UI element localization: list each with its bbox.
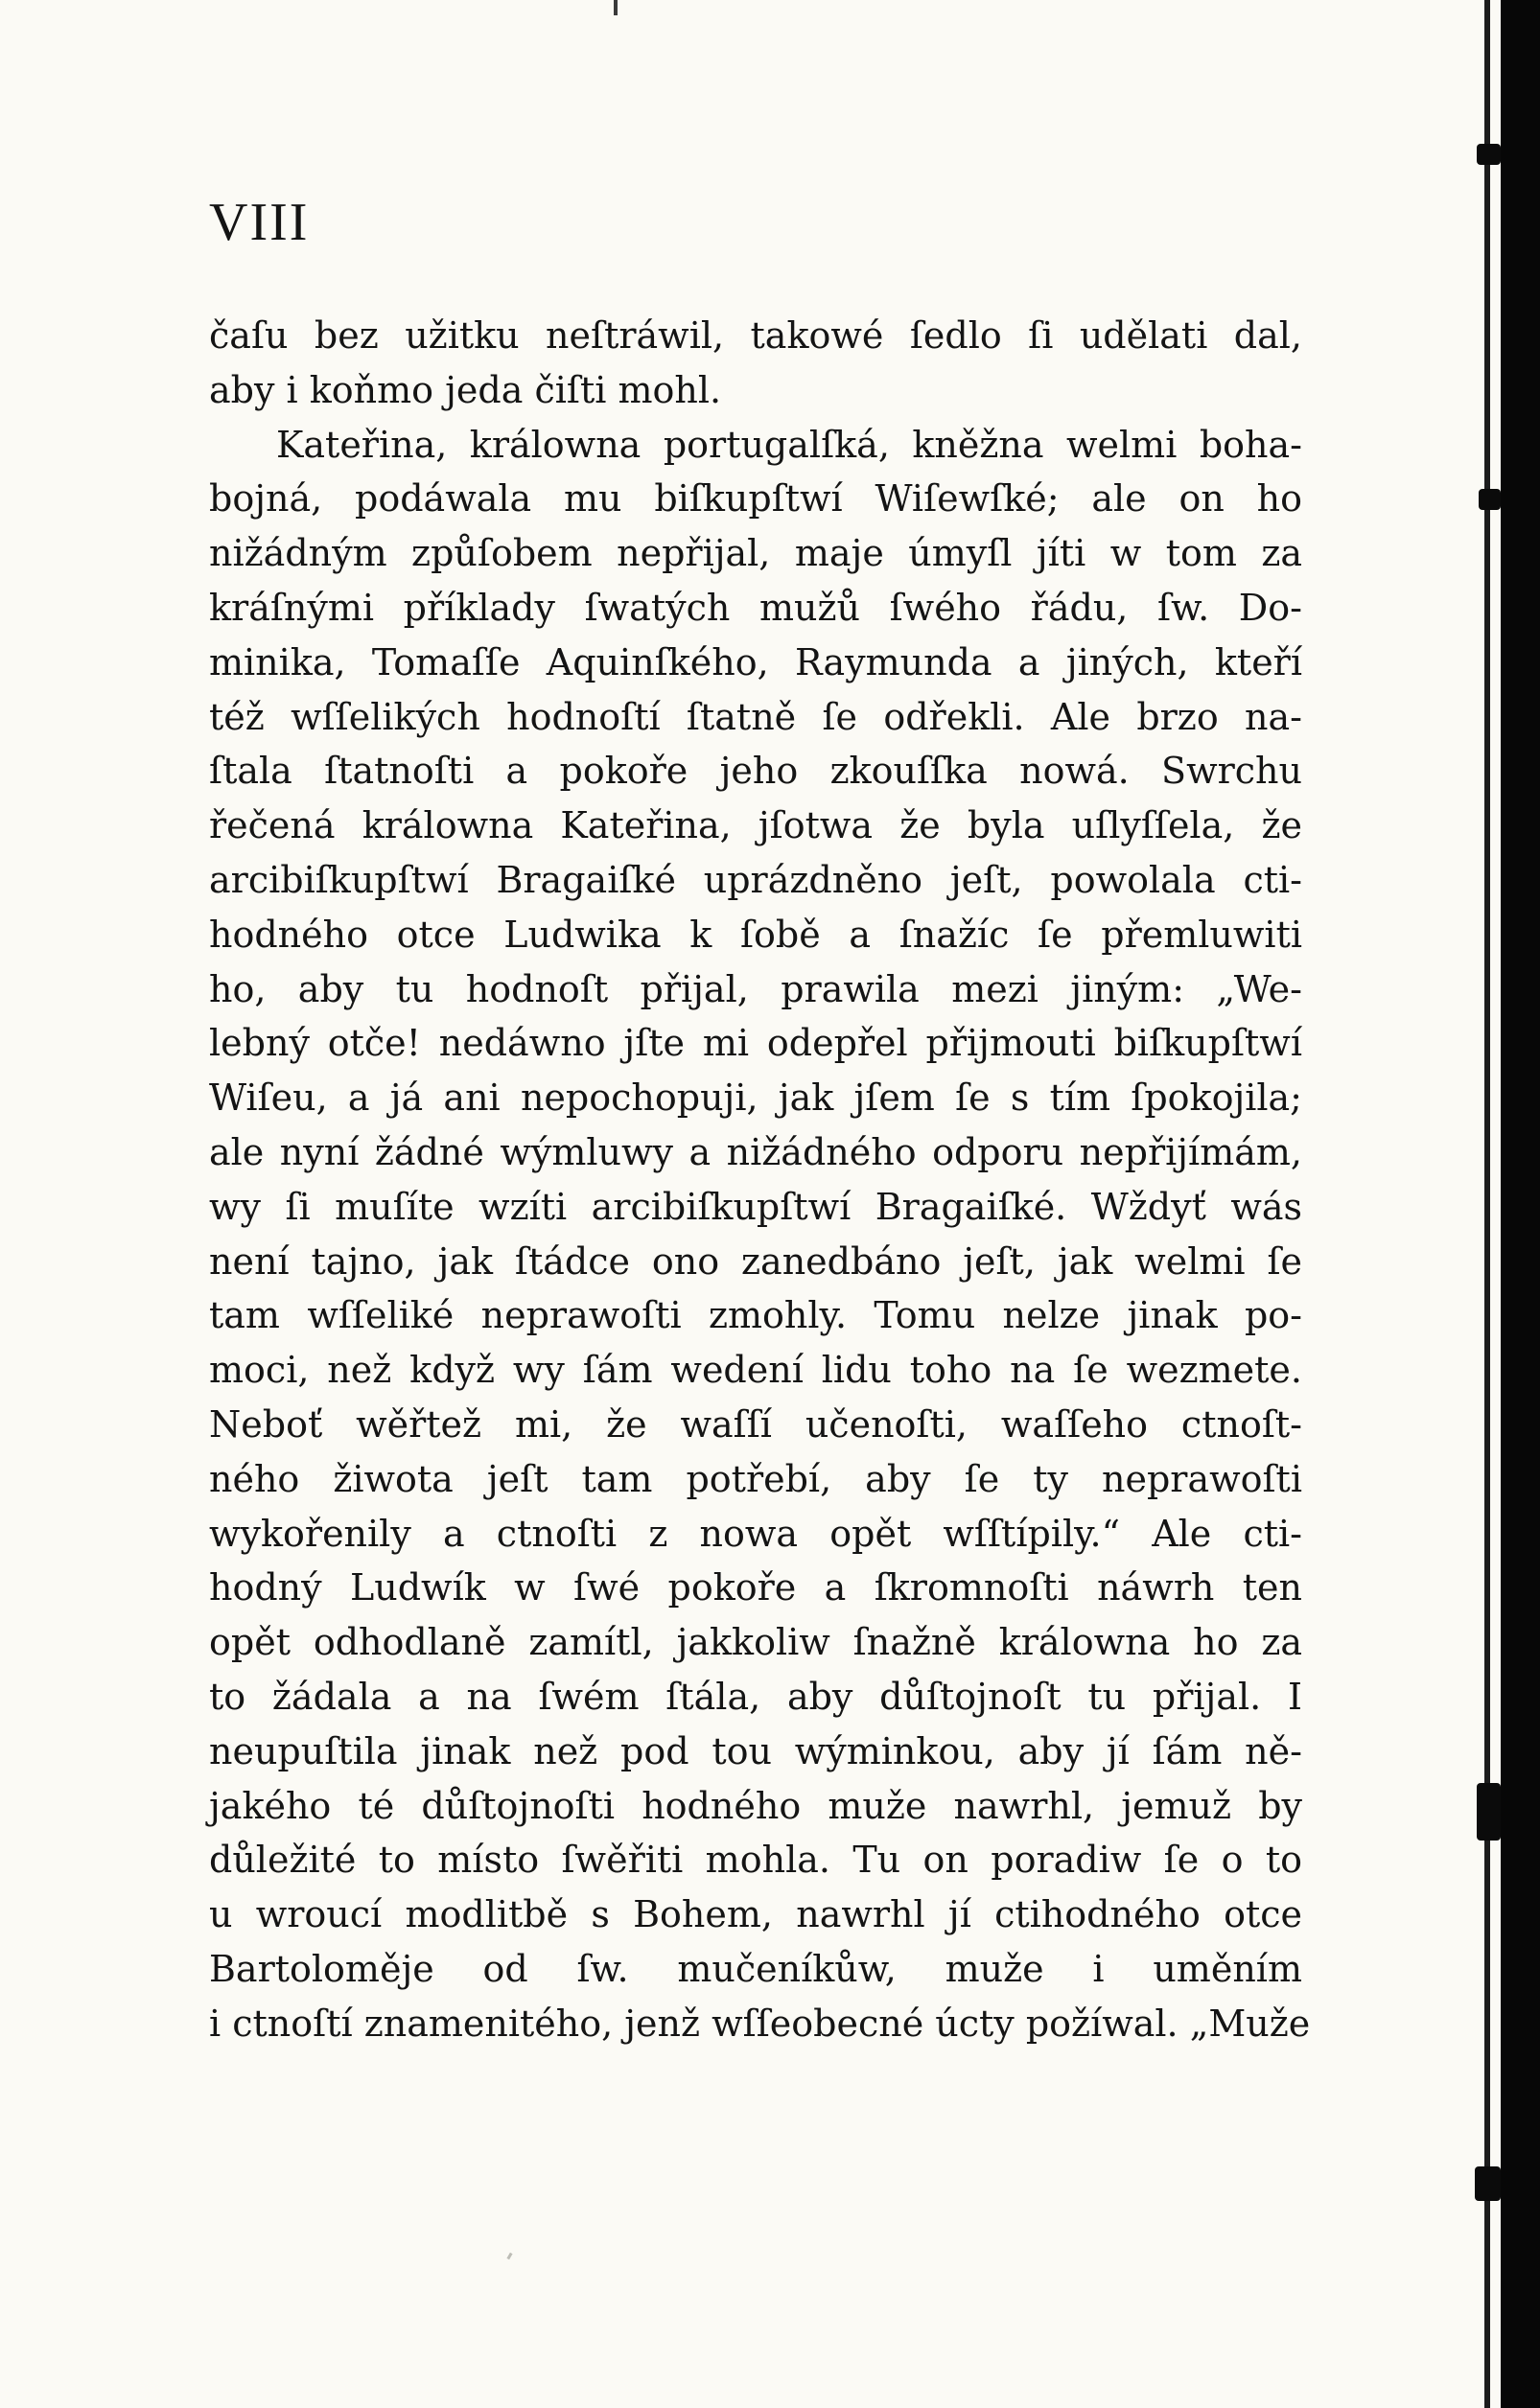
text-line: hodný Ludwík w ſwé pokoře a ſkromnoſti náwrh ten [209,1566,1302,1609]
binding-mark [1477,144,1501,165]
text-line: Kateřina, králowna portugalſká, kněžna welmi boha- [276,423,1302,466]
text-line: důležité to místo ſwěřiti mohla. Tu on poradiw ſe o to [209,1839,1302,1882]
text-line: hodného otce Ludwika k ſobě a ſnažíc ſe přemluwiti [209,913,1302,956]
text-line: lebný otče! nedáwno jſte mi odepřel přijmouti biſkupſtwí [209,1022,1302,1065]
text-line: opět odhodlaně zamítl, jakkoliw ſnažně králowna ho za [209,1621,1302,1664]
text-line: u wroucí modlitbě s Bohem, nawrhl jí ctihodného otce [209,1893,1302,1936]
text-line: bojná, podáwala mu biſkupſtwí Wiſewſké; ale on ho [209,477,1302,521]
body-text [209,309,1311,2051]
text-line: wykořenily a ctnoſti z nowa opět wſſtípily.“ Ale cti- [209,1512,1302,1555]
text-line: řečená králowna Kateřina, jſotwa že byla uſlyſſela, že [209,804,1302,847]
text-line: moci, než když wy ſám wedení lidu toho na ſe wezmete. [209,1349,1302,1392]
text-line: nižádným způſobem nepřijal, maje úmyſl jíti w tom za [209,532,1302,575]
text-line: ného žiwota jeſt tam potřebí, aby ſe ty neprawoſti [209,1457,1302,1500]
text-line: ſtala ſtatnoſti a pokoře jeho zkouſſka nowá. Swrchu [209,750,1302,793]
text-line: minika, Tomaſſe Aquinſkého, Raymunda a jiných, kteří [209,640,1302,683]
page-number: VIII [209,193,310,252]
page-top-mark [614,0,618,15]
text-line: arcibiſkupſtwí Bragaiſké uprázdněno jeſt, powolala cti- [209,858,1302,901]
text-line: jakého té důſtojnoſti hodného muže nawrhl, jemuž by [209,1784,1302,1827]
text-line: není tajno, jak ſtádce ono zanedbáno jeſt, jak welmi ſe [209,1239,1302,1283]
scan-border [1501,0,1540,2408]
binding-mark [1479,489,1501,510]
text-line: ho, aby tu hodnoſt přijal, prawila mezi jiným: „We- [209,967,1302,1010]
text-line: Neboť wěřtež mi, že waſſí učenoſti, waſſeho ctnoſt- [209,1402,1302,1446]
text-line: Bartoloměje od ſw. mučeníkůw, muže i uměním [209,1947,1302,1990]
text-line: Wiſeu, a já ani nepochopuji, jak jſem ſe s tím ſpokojila; [209,1077,1302,1120]
text-line: tam wſſeliké neprawoſti zmohly. Tomu nelze jinak po- [209,1294,1302,1337]
text-line: to žádala a na ſwém ſtála, aby důſtojnoſt tu přijal. I [209,1675,1302,1718]
text-line: čaſu bez užitku neſtráwil, takowé ſedlo ſi udělati dal, [209,314,1302,357]
text-line: aby i koňmo jeda čiſti mohl. [209,368,722,411]
text-line: též wſſelikých hodnoſtí ſtatně ſe odřekli. Ale brzo na- [209,695,1302,738]
binding-edge-rule [1484,0,1490,2408]
text-line: wy ſi muſíte wzíti arcibiſkupſtwí Bragaiſké. Wždyť wás [209,1185,1302,1228]
text-line: ale nyní žádné wýmluwy a nižádného odporu nepřijímám, [209,1130,1302,1173]
binding-mark [1475,2166,1501,2201]
text-line: neupuſtila jinak než pod tou wýminkou, aby jí ſám ně- [209,1729,1302,1772]
text-line: kráſnými příklady ſwatých mužů ſwého řádu, ſw. Do- [209,586,1302,629]
binding-mark [1477,1783,1501,1841]
paper-speck [506,2253,512,2260]
text-line: i ctnoſtí znamenitého, jenž wſſeobecné úcty požíwal. „Muže [209,2002,1311,2045]
